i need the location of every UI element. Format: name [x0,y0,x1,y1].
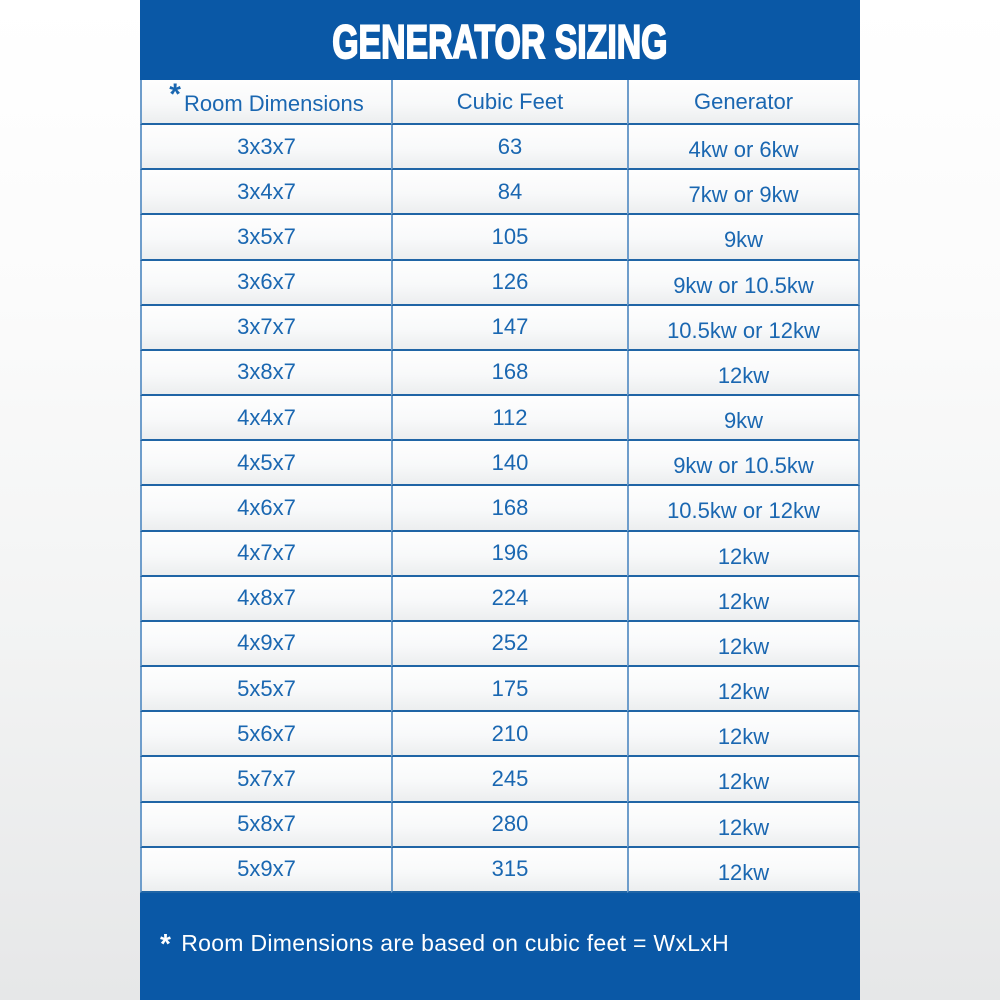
room-dimensions-cell: 5x6x7 [140,712,391,757]
table-row [140,351,860,396]
table-row [140,261,860,306]
table-row [140,170,860,215]
room-dimensions-cell: 5x5x7 [140,667,391,712]
cubic-feet-cell: 252 [391,622,627,667]
asterisk-icon: * [169,80,181,111]
cubic-feet-cell: 168 [391,486,627,531]
room-dimensions-cell: 3x4x7 [140,170,391,215]
cubic-feet-cell: 84 [391,170,627,215]
cubic-feet-cell: 126 [391,261,627,306]
generator-cell: 12kw [627,667,860,712]
table-row [140,803,860,848]
room-dimensions-cell: 5x7x7 [140,757,391,802]
generator-cell: 12kw [627,712,860,757]
room-dimensions-cell: 5x9x7 [140,848,391,893]
generator-cell: 4kw or 6kw [627,125,860,170]
column-header-label: Generator [693,88,794,114]
table-row [140,306,860,351]
generator-cell: 9kw or 10.5kw [627,441,860,486]
column-header-label: Cubic Feet [456,88,564,114]
column-header-label: Room Dimensions [183,90,364,116]
generator-cell: 12kw [627,848,860,893]
cubic-feet-cell: 168 [391,351,627,396]
cubic-feet-cell: 196 [391,532,627,577]
table-row [140,848,860,893]
table-row [140,757,860,802]
cubic-feet-cell: 112 [391,396,627,441]
cubic-feet-cell: 140 [391,441,627,486]
cubic-feet-cell: 210 [391,712,627,757]
column-header-generator [627,80,860,125]
table-row [140,441,860,486]
room-dimensions-cell: 3x7x7 [140,306,391,351]
table-row [140,396,860,441]
room-dimensions-cell: 4x6x7 [140,486,391,531]
cubic-feet-cell: 175 [391,667,627,712]
page-title: GENERATOR SIZING [332,14,668,68]
table-row [140,532,860,577]
generator-cell: 9kw or 10.5kw [627,261,860,306]
generator-cell: 12kw [627,622,860,667]
cubic-feet-cell: 105 [391,215,627,260]
header-row [140,80,860,125]
room-dimensions-cell: 5x8x7 [140,803,391,848]
footnote-band [140,893,860,1000]
cubic-feet-cell: 280 [391,803,627,848]
cubic-feet-cell: 63 [391,125,627,170]
table-row [140,577,860,622]
room-dimensions-cell: 4x4x7 [140,396,391,441]
room-dimensions-cell: 4x7x7 [140,532,391,577]
table-row [140,622,860,667]
room-dimensions-cell: 4x8x7 [140,577,391,622]
generator-sizing-table [140,80,860,893]
room-dimensions-cell: 3x6x7 [140,261,391,306]
room-dimensions-cell: 4x5x7 [140,441,391,486]
room-dimensions-cell: 3x3x7 [140,125,391,170]
table-row [140,712,860,757]
generator-cell: 12kw [627,577,860,622]
title-band [140,0,860,80]
footnote-text: Room Dimensions are based on cubic feet = WxLxH [181,930,730,956]
generator-cell: 7kw or 9kw [627,170,860,215]
generator-sizing-panel [140,0,860,1000]
generator-cell: 12kw [627,532,860,577]
column-header-room-dimensions [140,80,391,125]
room-dimensions-cell: 3x5x7 [140,215,391,260]
generator-cell: 10.5kw or 12kw [627,306,860,351]
table-row [140,215,860,260]
generator-cell: 9kw [627,396,860,441]
table-row [140,667,860,712]
column-header-cubic-feet [391,80,627,125]
table-row [140,486,860,531]
footnote: * Room Dimensions are based on cubic feet = WxLxH [160,928,730,959]
generator-cell: 9kw [627,215,860,260]
generator-cell: 12kw [627,757,860,802]
generator-cell: 12kw [627,351,860,396]
cubic-feet-cell: 315 [391,848,627,893]
cubic-feet-cell: 245 [391,757,627,802]
generator-cell: 12kw [627,803,860,848]
generator-cell: 10.5kw or 12kw [627,486,860,531]
room-dimensions-cell: 3x8x7 [140,351,391,396]
room-dimensions-cell: 4x9x7 [140,622,391,667]
table-row [140,125,860,170]
table-body [140,125,860,893]
cubic-feet-cell: 224 [391,577,627,622]
table-header [140,80,860,125]
cubic-feet-cell: 147 [391,306,627,351]
